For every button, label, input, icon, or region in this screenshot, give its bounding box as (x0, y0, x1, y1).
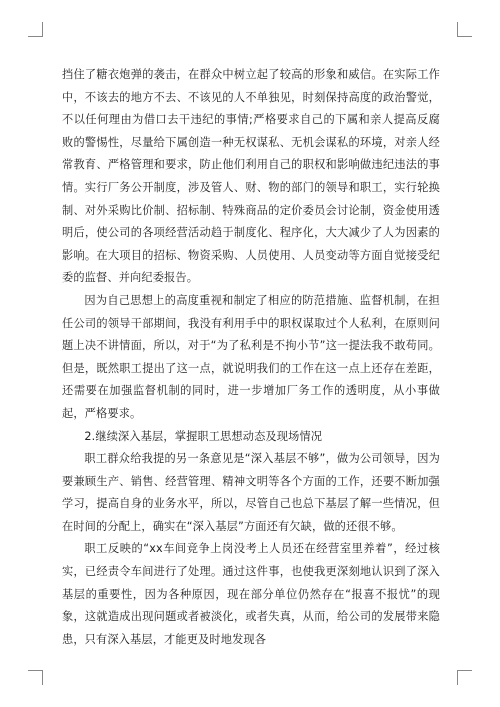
crop-mark-top-left (28, 22, 43, 37)
paragraph-1: 挡住了糖衣炮弹的袭击，在群众中树立起了较高的形象和威信。在实际工作中，不该去的地方不去、不该见的人不单独见，时刻保持高度的政治警觉，不以任何理由为借口去干违纪的事情;严格要求自己的下属和亲人提高反腐败的警惕性，尽量给下属创造一种无权谋私、无机会谋私的环境，对亲人经常教育、严格管理和要求，防止他们利用自己的职权和影响做违纪违法的事情。实行厂务公开制度，涉及管人、财、物的部门的领导和职工，实行轮换制、对外采购比价制、招标制、特殊商品的定价委员会讨论制，资金使用透明后，使公司的各项经营活动趋于制度化、程序化，大大减少了人为因素的影响。在大项目的招标、物资采购、人员使用、人员变动等方面自觉接受纪委的监督、并向纪委报告。 (62, 68, 440, 285)
paragraph-4: 职工反映的“xx车间竞争上岗没考上人员还在经营室里养着”，经过核实，已经责令车间进行了处理。通过这件事，也使我更深刻地认识到了深入基层的重要性，因为各种原因，现在部分单位仍然存在“报喜不报忧”的现象，这就造成出现问题或者被淡化，或者失真，从而，给公司的发展带来隐患，只有深入基层，才能更及时地发现各 (62, 542, 440, 646)
section-heading: 2.继续深入基层，掌握职工思想动态及现场情况 (84, 429, 323, 443)
paragraph-3: 职工群众给我提的另一条意见是“深入基层不够”，做为公司领导，因为要兼顾生产、销售、经营管理、精神文明等各个方面的工作，还要不断加强学习，提高自身的业务水平，所以，尽管自己也总下基层了解一些情况，但在时间的分配上，确实在“深入基层”方面还有欠缺，做的还很不够。 (62, 452, 440, 533)
crop-mark-bottom-left (28, 670, 43, 685)
document-body (62, 64, 440, 651)
paragraph-2: 因为自己思想上的高度重视和制定了相应的防范措施、监督机制，在担任公司的领导干部期间，我没有利用手中的职权谋取过个人私利，在原则问题上决不讲情面，所以，对于“为了私利是不拘小节”这一提法我不敢苟同。但是，既然职工提出了这一点，就说明我们的工作在这一点上还存在差距，还需要在加强监督机制的同时，进一步增加厂务工作的透明度，从小事做起，严格要求。 (62, 293, 440, 420)
crop-mark-top-right (457, 22, 472, 37)
crop-mark-bottom-right (457, 670, 472, 685)
